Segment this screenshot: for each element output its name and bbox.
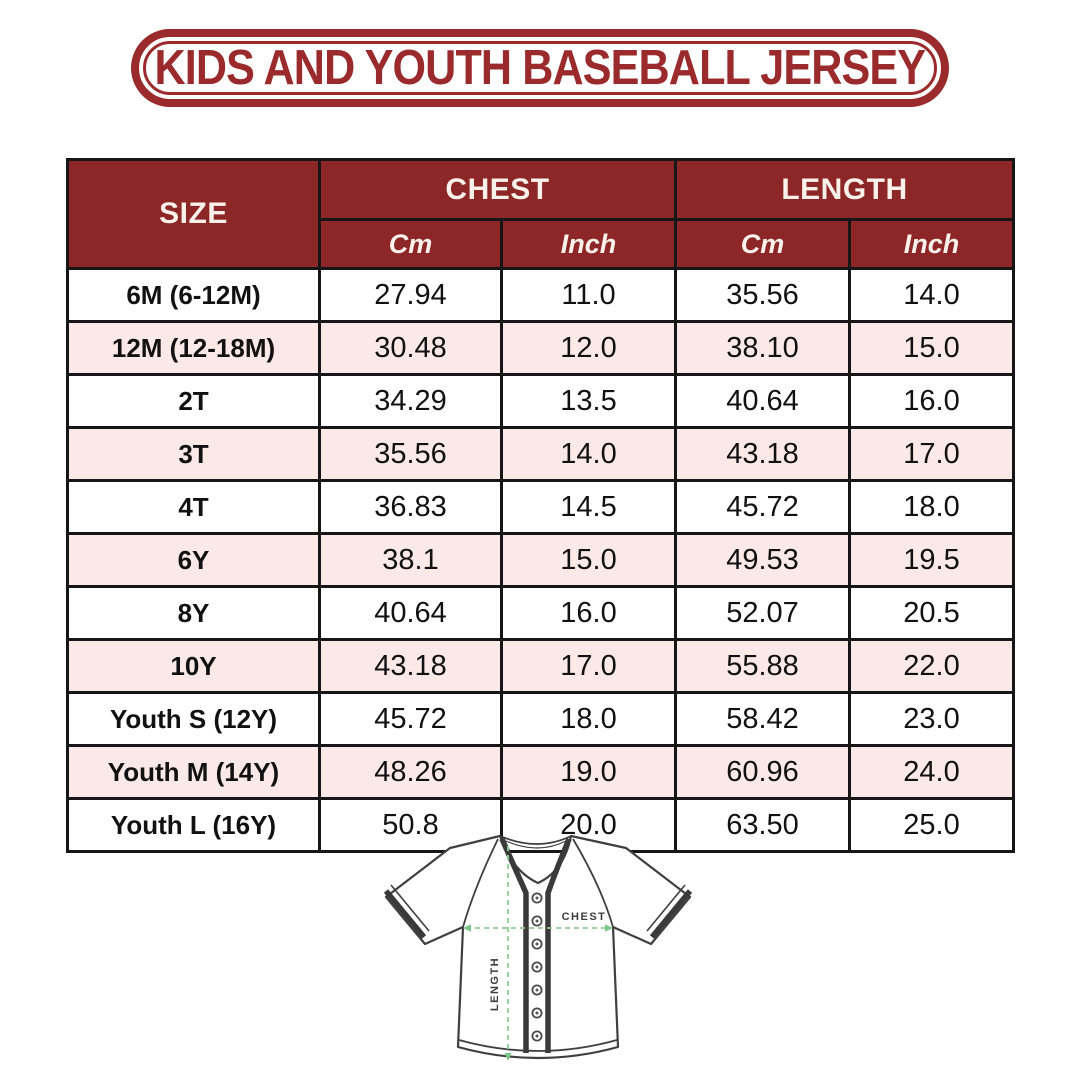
chest-inch-cell: 13.5 [502, 375, 676, 428]
length-cm-cell: 40.64 [676, 375, 850, 428]
chest-inch-cell: 19.0 [502, 746, 676, 799]
length-inch-cell: 19.5 [850, 534, 1014, 587]
table-row [68, 269, 1014, 322]
table-row [68, 587, 1014, 640]
size-chart-table [66, 158, 1015, 853]
chest-cm-cell: 34.29 [320, 375, 502, 428]
chest-inch-cell: 12.0 [502, 322, 676, 375]
length-inch-cell: 18.0 [850, 481, 1014, 534]
table-row [68, 640, 1014, 693]
length-inch-cell: 15.0 [850, 322, 1014, 375]
length-cm-cell: 35.56 [676, 269, 850, 322]
table-row [68, 481, 1014, 534]
length-inch-cell: 14.0 [850, 269, 1014, 322]
length-cm-cell: 38.10 [676, 322, 850, 375]
length-inch-cell: 23.0 [850, 693, 1014, 746]
length-inch-cell: 24.0 [850, 746, 1014, 799]
header-row-groups [68, 160, 1014, 220]
chest-inch-cell: 20.0 [502, 799, 676, 852]
jersey-diagram [378, 831, 702, 1080]
length-cm-cell: 55.88 [676, 640, 850, 693]
size-cell: 10Y [68, 640, 320, 693]
column-header-length-cm: Cm [676, 220, 850, 269]
column-header-size: SIZE [68, 160, 320, 269]
length-inch-cell: 22.0 [850, 640, 1014, 693]
table-row [68, 428, 1014, 481]
table-row [68, 693, 1014, 746]
size-cell: Youth S (12Y) [68, 693, 320, 746]
length-cm-cell: 58.42 [676, 693, 850, 746]
chest-cm-cell: 43.18 [320, 640, 502, 693]
length-inch-cell: 17.0 [850, 428, 1014, 481]
length-cm-cell: 43.18 [676, 428, 850, 481]
length-inch-cell: 25.0 [850, 799, 1014, 852]
column-header-length-inch: Inch [850, 220, 1014, 269]
column-header-length: LENGTH [676, 160, 1014, 220]
size-cell: Youth L (16Y) [68, 799, 320, 852]
length-cm-cell: 60.96 [676, 746, 850, 799]
chest-inch-cell: 18.0 [502, 693, 676, 746]
chest-cm-cell: 30.48 [320, 322, 502, 375]
length-cm-cell: 52.07 [676, 587, 850, 640]
length-inch-cell: 20.5 [850, 587, 1014, 640]
column-header-chest-inch: Inch [502, 220, 676, 269]
size-cell: 6M (6-12M) [68, 269, 320, 322]
size-cell: 6Y [68, 534, 320, 587]
table-row [68, 322, 1014, 375]
size-cell: 4T [68, 481, 320, 534]
chest-cm-cell: 36.83 [320, 481, 502, 534]
size-cell: 12M (12-18M) [68, 322, 320, 375]
chest-inch-cell: 16.0 [502, 587, 676, 640]
length-measure-label: LENGTH [489, 956, 501, 1012]
chest-inch-cell: 14.5 [502, 481, 676, 534]
chest-cm-cell: 48.26 [320, 746, 502, 799]
size-cell: 8Y [68, 587, 320, 640]
table-row [68, 375, 1014, 428]
chest-cm-cell: 45.72 [320, 693, 502, 746]
chest-cm-cell: 35.56 [320, 428, 502, 481]
length-inch-cell: 16.0 [850, 375, 1014, 428]
title-badge [131, 29, 949, 107]
table-row [68, 746, 1014, 799]
column-header-chest-cm: Cm [320, 220, 502, 269]
chest-measure-label: CHEST [561, 911, 607, 923]
chest-cm-cell: 27.94 [320, 269, 502, 322]
length-cm-cell: 45.72 [676, 481, 850, 534]
size-cell: 2T [68, 375, 320, 428]
chest-cm-cell: 40.64 [320, 587, 502, 640]
page-title: KIDS AND YOUTH BASEBALL JERSEY [154, 41, 926, 95]
size-cell: Youth M (14Y) [68, 746, 320, 799]
chest-inch-cell: 17.0 [502, 640, 676, 693]
chest-inch-cell: 15.0 [502, 534, 676, 587]
length-cm-cell: 63.50 [676, 799, 850, 852]
size-cell: 3T [68, 428, 320, 481]
length-cm-cell: 49.53 [676, 534, 850, 587]
table-row [68, 534, 1014, 587]
column-header-chest: CHEST [320, 160, 676, 220]
chest-inch-cell: 14.0 [502, 428, 676, 481]
chest-cm-cell: 50.8 [320, 799, 502, 852]
chest-cm-cell: 38.1 [320, 534, 502, 587]
chest-inch-cell: 11.0 [502, 269, 676, 322]
title-badge-inner [143, 41, 937, 95]
